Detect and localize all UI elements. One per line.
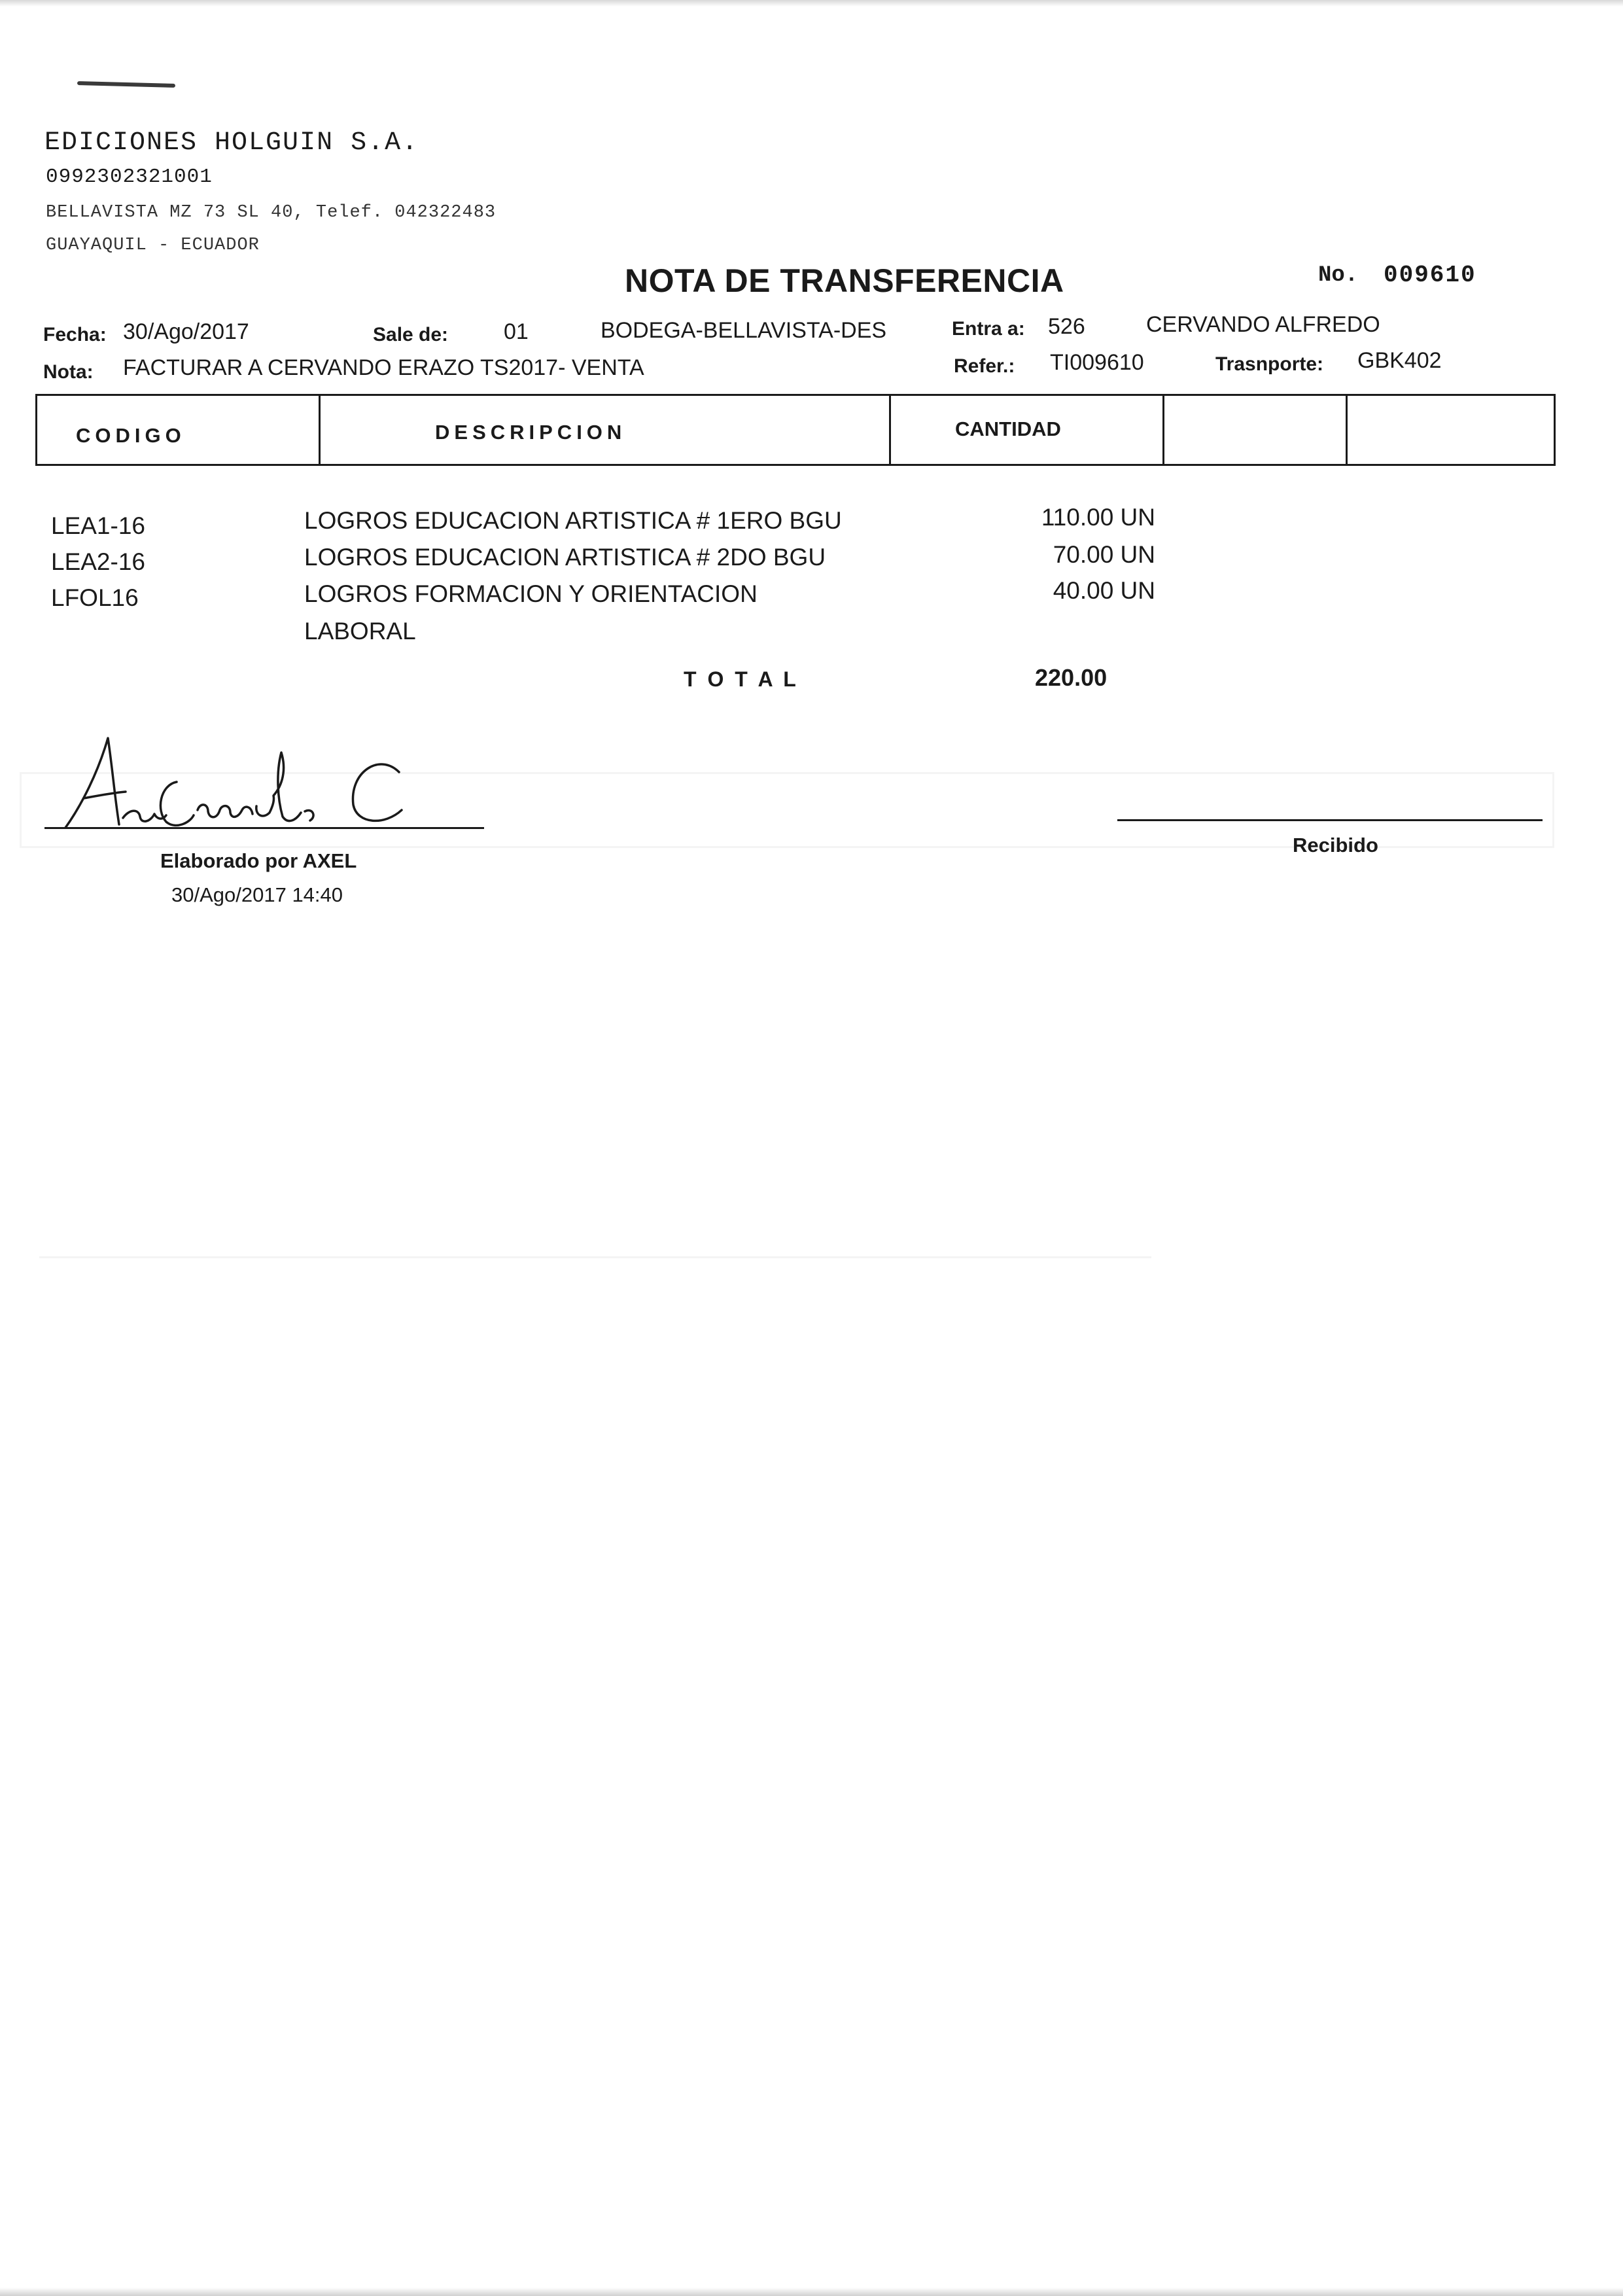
fecha-label: Fecha: (43, 324, 107, 345)
row-3-cantidad: 40.00 UN (1053, 577, 1155, 604)
col-divider-4 (1162, 396, 1164, 464)
header-descripcion: DESCRIPCION (435, 421, 627, 444)
header-cantidad: CANTIDAD (955, 417, 1061, 440)
row-2-descripcion: LOGROS EDUCACION ARTISTICA # 2DO BGU (304, 544, 826, 571)
company-city: GUAYAQUIL - ECUADOR (46, 236, 260, 255)
total-value: 220.00 (1035, 664, 1108, 691)
handwritten-signature (52, 733, 419, 831)
document-number-label: No. (1318, 263, 1359, 288)
row-1-codigo: LEA1-16 (51, 512, 145, 539)
header-codigo: CODIGO (76, 424, 186, 447)
sale-de-code: 01 (504, 319, 529, 344)
scan-edge-bottom (0, 2287, 1623, 2296)
col-divider-descripcion (319, 396, 321, 464)
entra-a-label: Entra a: (952, 318, 1025, 340)
pen-mark (77, 81, 175, 88)
nota-value: FACTURAR A CERVANDO ERAZO TS2017- VENTA (123, 355, 644, 380)
refer-value: TI009610 (1050, 350, 1144, 375)
sale-de-name: BODEGA-BELLAVISTA-DES (601, 318, 887, 343)
fecha-value: 30/Ago/2017 (123, 319, 249, 344)
recibido-signature-line (1117, 819, 1543, 821)
elaborado-label: Elaborado por AXEL (160, 849, 357, 872)
row-3-codigo: LFOL16 (51, 584, 139, 611)
refer-label: Refer.: (954, 355, 1015, 377)
entra-a-code: 526 (1048, 314, 1085, 339)
row-1-cantidad: 110.00 UN (1041, 504, 1155, 531)
scan-edge-top (0, 0, 1623, 7)
table-header (35, 394, 1556, 466)
show-through-line (39, 1256, 1151, 1258)
row-3-descripcion-line2: LABORAL (304, 618, 416, 645)
company-ruc: 0992302321001 (46, 166, 213, 188)
recibido-label: Recibido (1293, 834, 1378, 857)
elaborado-signature-line (44, 827, 484, 829)
row-1-descripcion: LOGROS EDUCACION ARTISTICA # 1ERO BGU (304, 507, 842, 534)
elaborado-datetime: 30/Ago/2017 14:40 (171, 883, 343, 906)
document-title: NOTA DE TRANSFERENCIA (625, 262, 1064, 299)
row-3-descripcion: LOGROS FORMACION Y ORIENTACION (304, 580, 758, 607)
sale-de-label: Sale de: (373, 324, 449, 345)
row-2-codigo: LEA2-16 (51, 548, 145, 575)
document-number: 009610 (1384, 262, 1476, 289)
col-divider-cantidad (889, 396, 891, 464)
company-address: BELLAVISTA MZ 73 SL 40, Telef. 042322483 (46, 203, 497, 222)
company-name: EDICIONES HOLGUIN S.A. (44, 128, 419, 158)
row-2-cantidad: 70.00 UN (1053, 541, 1155, 568)
entra-a-name: CERVANDO ALFREDO (1146, 312, 1380, 337)
transporte-value: GBK402 (1357, 348, 1442, 373)
transporte-label: Trasnporte: (1215, 353, 1324, 375)
col-divider-5 (1346, 396, 1348, 464)
nota-label: Nota: (43, 361, 94, 383)
total-label: T O T A L (684, 667, 799, 691)
